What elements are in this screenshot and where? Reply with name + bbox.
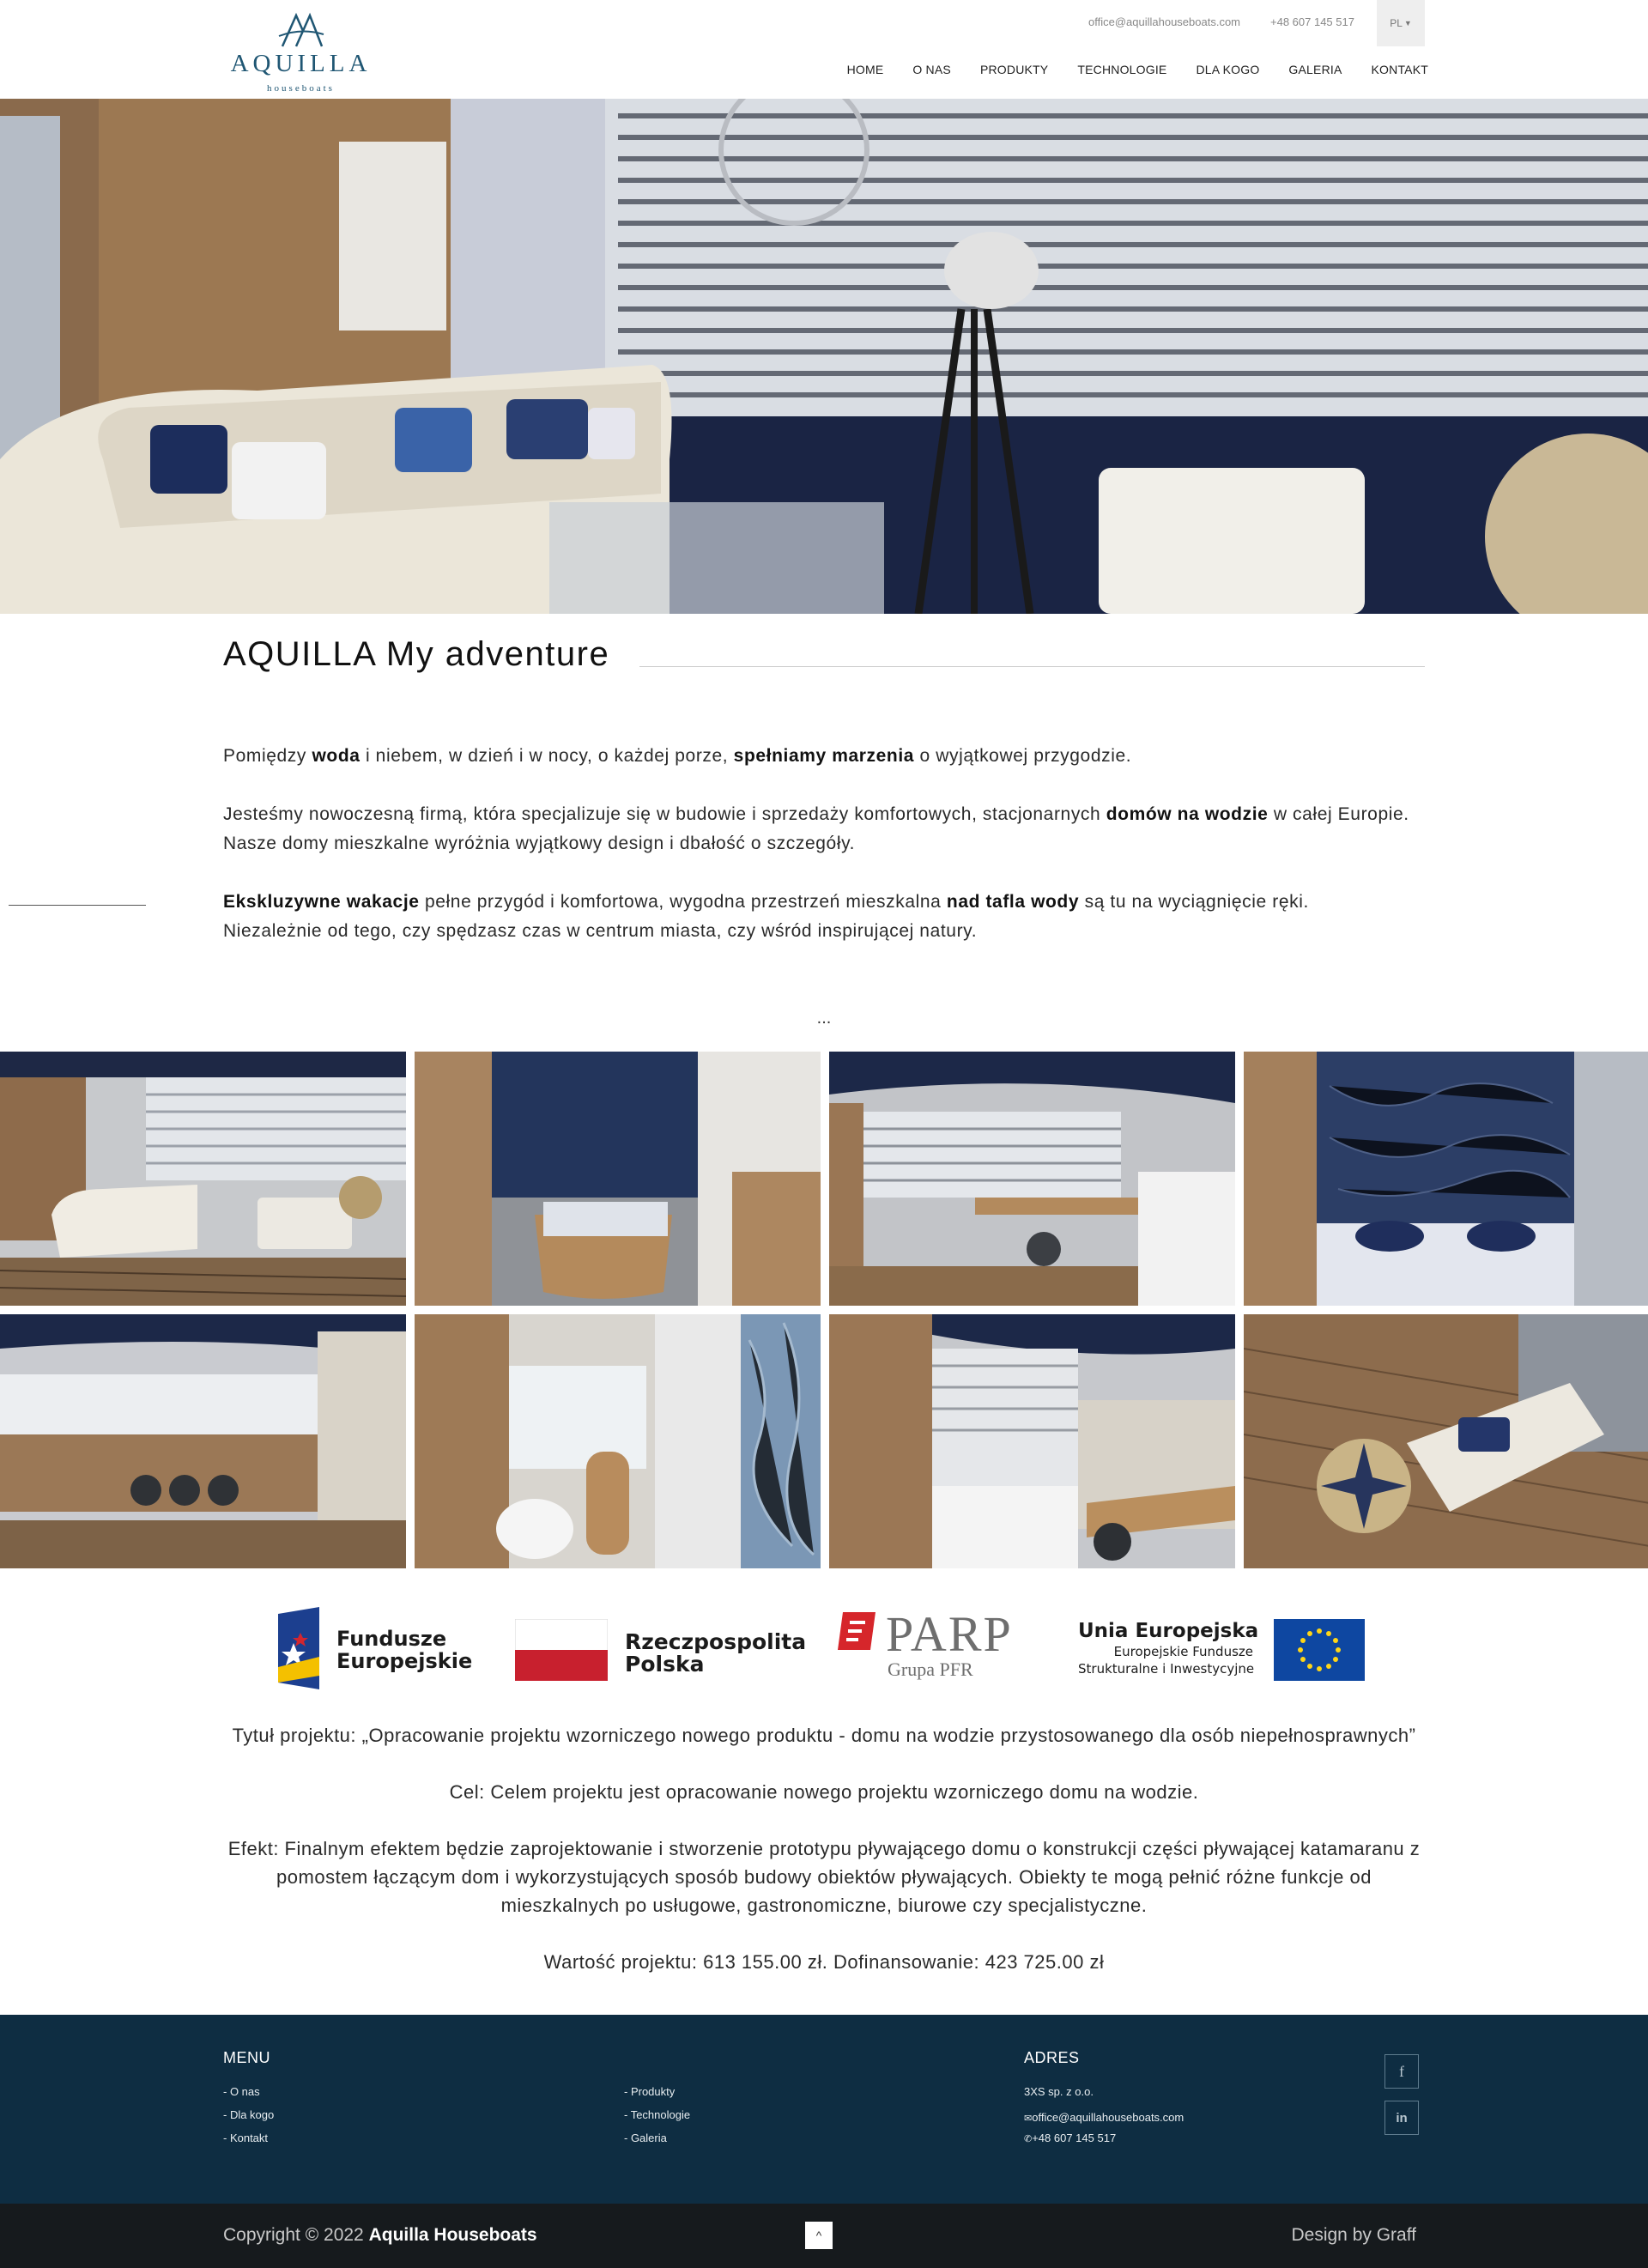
top-view-lounge-photo: [1244, 1314, 1648, 1568]
fe-line-2: Europejskie: [336, 1649, 473, 1673]
copyright-bar: [0, 2204, 1648, 2268]
ue-line-2: Strukturalne i Inwestycyjne: [1078, 1661, 1255, 1677]
scroll-to-top-button[interactable]: [805, 2222, 833, 2249]
parp-subtitle: Grupa PFR: [888, 1659, 973, 1680]
eu-flag-icon: [1274, 1619, 1365, 1681]
intro-heading-block: [223, 635, 1425, 678]
site-footer: [0, 2015, 1648, 2204]
project-goal: Cel: Celem projektu jest opracowanie nowego projektu wzorniczego domu na wodzie.: [449, 1781, 1199, 1803]
design-credit[interactable]: Design by Graff: [1291, 2225, 1416, 2245]
hero-interior-photo: [0, 99, 1648, 614]
project-value: Wartość projektu: 613 155.00 zł. Dofinansowanie: 423 725.00 zł: [543, 1951, 1105, 1973]
text-bold: nad tafla wody: [946, 892, 1080, 912]
site-header: [0, 0, 1648, 99]
text-span: są tu na wyciągnięcie ręki.: [1079, 892, 1309, 912]
intro-paragraph-4: [223, 888, 1425, 917]
parp-wordmark: PARP: [886, 1606, 1013, 1662]
footer-company-name: 3XS sp. z o.o.: [1024, 2085, 1094, 2098]
gallery-image-1[interactable]: [0, 1052, 406, 1306]
linkedin-button[interactable]: [1384, 2101, 1419, 2135]
gallery-image-6[interactable]: [415, 1314, 821, 1568]
text-bold: Ekskluzywne wakacje: [223, 892, 420, 912]
text-bold: domów na wodzie: [1106, 804, 1269, 824]
gallery-image-3[interactable]: [829, 1052, 1235, 1306]
kitchen-lounge-photo: [829, 1052, 1235, 1306]
bedroom-detail-photo: [1244, 1052, 1648, 1306]
nav-item-galeria[interactable]: GALERIA: [1288, 63, 1342, 76]
logo-mark-icon: [277, 12, 325, 48]
footer-phone-row: [1024, 2132, 1116, 2144]
footer-email-row: [1024, 2111, 1184, 2124]
parp-logo: [838, 1606, 1013, 1680]
text-span: Pomiędzy: [223, 746, 312, 766]
linkedin-icon: in: [1396, 2110, 1408, 2125]
gallery-image-8[interactable]: [1244, 1314, 1648, 1568]
rp-line-1: Rzeczpospolita: [625, 1629, 807, 1654]
fundusze-europejskie-icon: [276, 1607, 321, 1689]
rp-line-2: Polska: [625, 1652, 705, 1677]
intro-paragraph-3: Nasze domy mieszkalne wyróżnia wyjątkowy design i dbałość o szczegóły.: [223, 834, 856, 853]
project-title: Tytuł projektu: „Opracowanie projektu wzorniczego nowego produktu - domu na wodzie przystosowanego dla osób niepełnosprawnych”: [232, 1725, 1416, 1746]
ue-line-1: Europejskie Fundusze: [1113, 1644, 1253, 1659]
copyright-brand: Aquilla Houseboats: [368, 2225, 537, 2245]
text-span: i niebem, w dzień i w nocy, o każdej porze,: [360, 746, 734, 766]
facebook-button[interactable]: [1384, 2054, 1419, 2089]
side-decoration-line: [9, 905, 146, 906]
aquilla-logo[interactable]: [230, 12, 372, 94]
footer-link-dla-kogo[interactable]: - Dla kogo: [223, 2108, 275, 2121]
footer-address-heading: ADRES: [1024, 2049, 1080, 2066]
kitchen-dining-photo: [829, 1314, 1235, 1568]
nav-item-home[interactable]: HOME: [846, 63, 884, 76]
page-title: AQUILLA My adventure: [223, 635, 610, 673]
kitchen-bar-photo: [0, 1314, 406, 1568]
project-effect: Efekt: Finalnym efektem będzie zaprojektowanie i stworzenie prototypu pływającego domu o konstrukcji części pływającej katamaranu z pomostem łączącym dom i wykorzystujących sposób budowy obiektów pływających. Obiekty te mogą pełnić różne funkcje od mieszkalnych po usługowe, gastronomiczne, biurowe czy specjalistyczne.: [227, 1838, 1421, 1916]
title-divider: [639, 666, 1425, 667]
nav-item-kontakt[interactable]: KONTAKT: [1371, 63, 1428, 76]
text-bold: woda: [312, 746, 360, 766]
gallery-image-7[interactable]: [829, 1314, 1235, 1568]
polish-flag-icon: [515, 1619, 608, 1681]
gallery-image-4[interactable]: [1244, 1052, 1648, 1306]
logo-word: AQUILLA: [230, 50, 372, 77]
footer-link-kontakt[interactable]: - Kontakt: [223, 2132, 269, 2144]
text-span: pełne przygód i komfortowa, wygodna przestrzeń mieszkalna: [419, 892, 947, 912]
rzeczpospolita-polska-logo: [515, 1619, 807, 1685]
footer-link-produkty[interactable]: - Produkty: [624, 2085, 676, 2098]
footer-link-galeria[interactable]: - Galeria: [624, 2132, 667, 2144]
nav-item-o-nas[interactable]: O NAS: [912, 63, 951, 76]
language-label: PL: [1390, 17, 1403, 29]
read-more-ellipsis[interactable]: ...: [816, 1009, 832, 1028]
copyright-text: [223, 2225, 537, 2246]
intro-paragraph-1: [223, 742, 1425, 771]
nav-item-produkty[interactable]: PRODUKTY: [979, 63, 1049, 76]
bathroom-photo: [415, 1314, 821, 1568]
text-span: w całej Europie.: [1268, 804, 1409, 824]
living-room-photo: [0, 1052, 406, 1306]
footer-link-technologie[interactable]: - Technologie: [624, 2108, 691, 2121]
fe-line-1: Fundusze: [336, 1627, 447, 1651]
nav-item-dla-kogo[interactable]: DLA KOGO: [1196, 63, 1260, 76]
main-nav: [833, 63, 1428, 76]
envelope-icon: ✉: [1024, 2113, 1033, 2124]
hero-image: [0, 99, 1648, 614]
bedroom-photo: [415, 1052, 821, 1306]
header-phone-link[interactable]: +48 607 145 517: [1270, 15, 1354, 28]
eu-funding-logos: [0, 1605, 1648, 1700]
footer-menu-heading: MENU: [223, 2049, 270, 2066]
intro-text: [223, 742, 1425, 946]
language-selector[interactable]: [1377, 0, 1425, 46]
text-span: Jesteśmy nowoczesną firmą, która specjalizuje się w budowie i sprzedaży komfortowych, stacjonarnych: [223, 804, 1106, 824]
gallery-image-5[interactable]: [0, 1314, 406, 1568]
footer-link-o-nas[interactable]: - O nas: [223, 2085, 260, 2098]
intro-paragraph-5: Niezależnie od tego, czy spędzasz czas w centrum miasta, czy wśród inspirującej natury.: [223, 921, 978, 941]
header-email-link[interactable]: office@aquillahouseboats.com: [1088, 15, 1241, 28]
parp-icon: [838, 1612, 876, 1650]
facebook-icon: f: [1399, 2062, 1404, 2080]
fundusze-europejskie-logo: [276, 1607, 473, 1694]
chevron-down-icon: ▼: [1403, 19, 1412, 27]
copyright-prefix: Copyright © 2022: [223, 2225, 369, 2245]
chevron-up-icon: ^: [815, 2229, 822, 2242]
phone-icon: ✆: [1024, 2134, 1033, 2144]
nav-item-technologie[interactable]: TECHNOLOGIE: [1077, 63, 1167, 76]
footer-phone-link[interactable]: +48 607 145 517: [1032, 2132, 1117, 2144]
logo-subtitle: houseboats: [267, 83, 335, 94]
text-span: o wyjątkowej przygodzie.: [914, 746, 1132, 766]
ue-title: Unia Europejska: [1078, 1620, 1259, 1642]
intro-paragraph-2: [223, 800, 1425, 829]
footer-email-link[interactable]: office@aquillahouseboats.com: [1032, 2111, 1184, 2124]
project-description: [223, 1721, 1425, 1976]
text-bold: spełniamy marzenia: [733, 746, 915, 766]
gallery-image-2[interactable]: [415, 1052, 821, 1306]
